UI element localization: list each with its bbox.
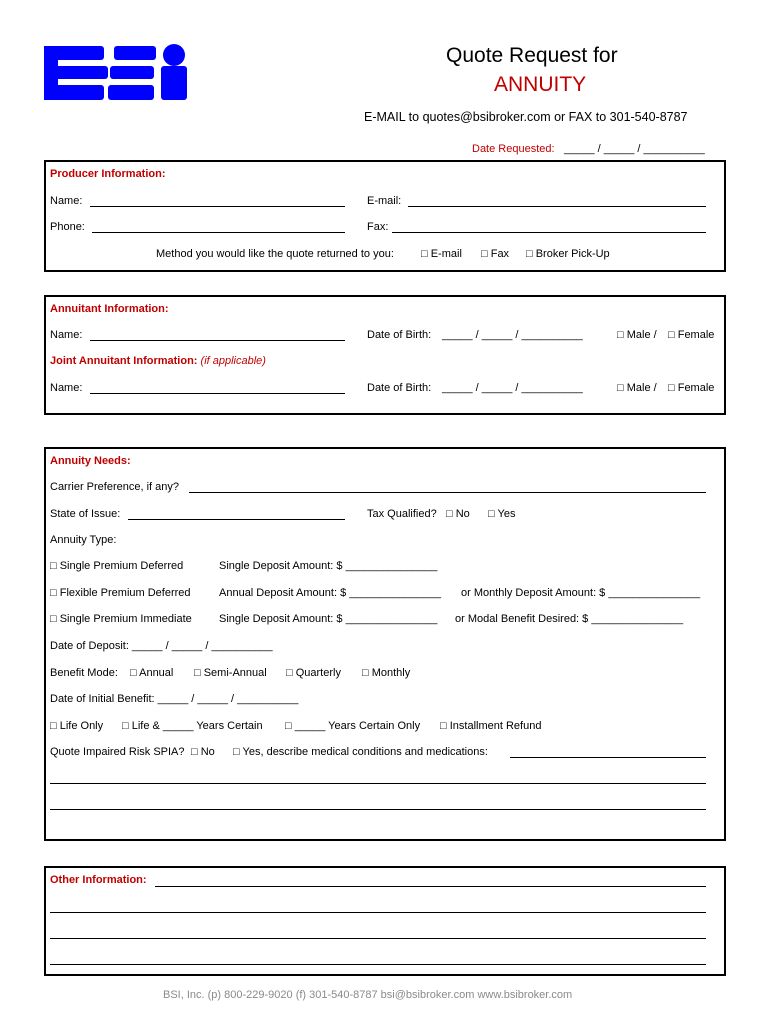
producer-name-label: Name: (50, 195, 83, 207)
return-method-email-checkbox[interactable] (421, 248, 462, 261)
type-spd-label: Single Premium Deferred (59, 560, 184, 572)
tax-no-label: No (455, 508, 470, 520)
impaired-yes-label: Yes, describe medical conditions and medications: (242, 746, 488, 758)
checkbox-icon[interactable]: □ (488, 508, 495, 520)
producer-email-field[interactable] (408, 206, 706, 207)
joint-heading-text: Joint Annuitant Information: (50, 355, 198, 367)
benefit-annual-checkbox[interactable] (130, 667, 173, 680)
joint-name-label: Name: (50, 382, 83, 394)
female-label: Female (677, 329, 715, 341)
checkbox-icon[interactable]: □ (50, 613, 57, 625)
producer-phone-field[interactable] (92, 232, 345, 233)
tax-qualified-label: Tax Qualified? (367, 508, 437, 520)
annuitant-male-checkbox[interactable] (617, 329, 657, 342)
life-only-label: Life Only (59, 720, 104, 732)
checkbox-icon[interactable]: □ (526, 248, 533, 260)
checkbox-icon[interactable]: □ (130, 667, 137, 679)
checkbox-icon[interactable]: □ (194, 667, 201, 679)
other-info-line-1[interactable] (155, 886, 706, 887)
benefit-quarterly-label: Quarterly (295, 667, 341, 679)
benefit-monthly-label: Monthly (371, 667, 411, 679)
checkbox-icon[interactable]: □ (191, 746, 198, 758)
other-info-line-3[interactable] (50, 938, 706, 939)
return-method-pickup-label: Broker Pick-Up (535, 248, 610, 260)
impaired-yes-checkbox[interactable] (233, 746, 488, 759)
other-info-heading: Other Information: (50, 874, 147, 886)
impaired-no-checkbox[interactable] (191, 746, 215, 759)
type-fpd-annual-field[interactable]: Annual Deposit Amount: $ _______________ (219, 587, 442, 599)
checkbox-icon[interactable]: □ (481, 248, 488, 260)
checkbox-icon[interactable]: □ (617, 329, 624, 341)
type-spi-label: Single Premium Immediate (59, 613, 192, 625)
annuitant-female-checkbox[interactable] (668, 329, 714, 342)
joint-male-checkbox[interactable] (617, 382, 657, 395)
other-info-line-2[interactable] (50, 912, 706, 913)
medical-conditions-field[interactable] (510, 757, 706, 758)
benefit-semiannual-checkbox[interactable] (194, 667, 267, 680)
initial-benefit-date-field[interactable]: Date of Initial Benefit: _____ / _____ / __________ (50, 693, 299, 705)
checkbox-icon[interactable]: □ (421, 248, 428, 260)
joint-heading-note: (if applicable) (200, 355, 266, 367)
producer-name-field[interactable] (90, 206, 345, 207)
type-fpd-checkbox[interactable] (50, 587, 191, 600)
checkbox-icon[interactable]: □ (446, 508, 453, 520)
type-spi-amount-field[interactable]: Single Deposit Amount: $ _______________ (219, 613, 438, 625)
carrier-label: Carrier Preference, if any? (50, 481, 179, 493)
state-field[interactable] (128, 519, 345, 520)
checkbox-icon[interactable]: □ (122, 720, 129, 732)
annuitant-dob-label: Date of Birth: (367, 329, 432, 341)
tax-yes-label: Yes (497, 508, 516, 520)
checkbox-icon[interactable]: □ (362, 667, 369, 679)
return-method-fax-label: Fax (490, 248, 510, 260)
tax-yes-checkbox[interactable] (488, 508, 515, 521)
type-fpd-monthly-field[interactable]: or Monthly Deposit Amount: $ _______________ (461, 587, 701, 599)
other-info-line-4[interactable] (50, 964, 706, 965)
installment-refund-checkbox[interactable] (440, 720, 541, 733)
joint-annuitant-heading (50, 355, 266, 368)
benefit-semiannual-label: Semi-Annual (203, 667, 267, 679)
life-only-checkbox[interactable] (50, 720, 103, 733)
return-method-fax-checkbox[interactable] (481, 248, 509, 261)
producer-fax-label: Fax: (367, 221, 389, 233)
type-spi-modal-field[interactable]: or Modal Benefit Desired: $ _______________ (455, 613, 684, 625)
life-and-certain-checkbox[interactable] (122, 720, 263, 733)
producer-fax-field[interactable] (392, 232, 706, 233)
joint-dob-label: Date of Birth: (367, 382, 432, 394)
male-label: Male / (626, 329, 657, 341)
date-requested-label: Date Requested: (472, 143, 555, 155)
type-fpd-label: Flexible Premium Deferred (59, 587, 191, 599)
footer-contact: BSI, Inc. (p) 800-229-9020 (f) 301-540-8787 bsi@bsibroker.com www.bsibroker.com (163, 989, 573, 1001)
benefit-mode-label: Benefit Mode: (50, 667, 118, 679)
form-subtitle: ANNUITY (494, 73, 587, 96)
carrier-field[interactable] (189, 492, 706, 493)
male-label: Male / (626, 382, 657, 394)
impaired-risk-label: Quote Impaired Risk SPIA? (50, 746, 185, 758)
producer-email-label: E-mail: (367, 195, 402, 207)
annuitant-name-field[interactable] (90, 340, 345, 341)
producer-phone-label: Phone: (50, 221, 85, 233)
annuity-needs-heading: Annuity Needs: (50, 455, 131, 467)
joint-dob-field[interactable]: _____ / _____ / __________ (442, 382, 583, 394)
installment-refund-label: Installment Refund (449, 720, 542, 732)
return-method-label: Method you would like the quote returned to you: (156, 248, 394, 260)
checkbox-icon[interactable]: □ (286, 667, 293, 679)
return-method-email-label: E-mail (430, 248, 462, 260)
checkbox-icon[interactable]: □ (285, 720, 292, 732)
checkbox-icon[interactable]: □ (50, 720, 57, 732)
contact-instructions: E-MAIL to quotes@bsibroker.com or FAX to 301-540-8787 (364, 110, 688, 124)
tax-no-checkbox[interactable] (446, 508, 470, 521)
medical-conditions-line-3[interactable] (50, 809, 706, 810)
female-label: Female (677, 382, 715, 394)
type-spd-amount-field[interactable]: Single Deposit Amount: $ _______________ (219, 560, 438, 572)
impaired-no-label: No (200, 746, 215, 758)
life-and-certain-label: Life & _____ Years Certain (131, 720, 263, 732)
joint-female-checkbox[interactable] (668, 382, 714, 395)
benefit-annual-label: Annual (139, 667, 174, 679)
years-certain-checkbox[interactable] (285, 720, 420, 733)
checkbox-icon[interactable]: □ (668, 382, 675, 394)
joint-name-field[interactable] (90, 393, 345, 394)
years-certain-label: _____ Years Certain Only (294, 720, 421, 732)
deposit-date-field[interactable]: Date of Deposit: _____ / _____ / __________ (50, 640, 273, 652)
state-label: State of Issue: (50, 508, 121, 520)
benefit-monthly-checkbox[interactable] (362, 667, 410, 680)
form-title: Quote Request for (446, 44, 618, 67)
checkbox-icon[interactable]: □ (617, 382, 624, 394)
medical-conditions-line-2[interactable] (50, 783, 706, 784)
checkbox-icon[interactable]: □ (50, 587, 57, 599)
checkbox-icon[interactable]: □ (233, 746, 240, 758)
benefit-quarterly-checkbox[interactable] (286, 667, 341, 680)
checkbox-icon[interactable]: □ (440, 720, 447, 732)
annuitant-dob-field[interactable]: _____ / _____ / __________ (442, 329, 583, 341)
producer-heading: Producer Information: (50, 168, 166, 180)
type-spd-checkbox[interactable] (50, 560, 183, 573)
type-spi-checkbox[interactable] (50, 613, 192, 626)
bsi-logo (44, 44, 188, 106)
return-method-pickup-checkbox[interactable] (526, 248, 610, 261)
annuity-type-label: Annuity Type: (50, 534, 117, 546)
annuitant-name-label: Name: (50, 329, 83, 341)
date-requested-field[interactable]: _____ / _____ / __________ (564, 143, 705, 155)
bsi-logo-graphic (44, 44, 188, 106)
annuitant-heading: Annuitant Information: (50, 303, 169, 315)
checkbox-icon[interactable]: □ (668, 329, 675, 341)
checkbox-icon[interactable]: □ (50, 560, 57, 572)
